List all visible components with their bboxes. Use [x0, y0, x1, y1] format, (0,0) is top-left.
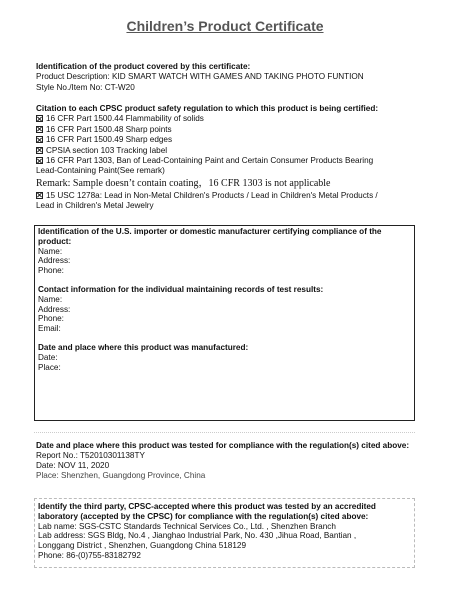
importer-heading: Identification of the U.S. importer or domestic manufacturer certifying compliance of the product:: [38, 227, 382, 246]
checked-box-icon: [36, 147, 43, 154]
lab-phone: Phone: 86-(0)755-83182792: [38, 550, 141, 560]
style-number-label: Style No./Item No:: [36, 82, 103, 92]
manufacture-place-label: Place:: [38, 362, 61, 372]
citation-item-continuation: Lead in Children's Metal Jewelry: [36, 201, 154, 211]
citation-item: [36, 191, 416, 201]
manufacture-date-label: Date:: [38, 352, 58, 362]
product-identification-heading: Identification of the product covered by this certificate:: [36, 62, 251, 71]
importer-name-label: Name:: [38, 246, 63, 256]
checked-box-icon: [36, 115, 43, 122]
checked-box-icon: [36, 157, 43, 164]
citation-item: [36, 135, 416, 145]
lab-address-line-2: Longgang District , Shenzhen, Guangdong China 518129: [38, 541, 247, 551]
contact-email-label: Email:: [38, 324, 61, 334]
checked-box-icon: [36, 192, 43, 199]
citation-item: [36, 146, 416, 156]
lab-address-line-1: Lab address: SGS Bldg, No.4 , Jianghao Industrial Park, No. 430 ,Jihua Road, Bantian ,: [38, 531, 357, 541]
manufacture-heading: Date and place where this product was manufactured:: [38, 342, 249, 352]
citation-item-text: 16 CFR Part 1500.44 Flammability of solids: [46, 114, 204, 124]
citation-item-text: 16 CFR Part 1303, Ban of Lead-Containing Paint and Certain Consumer Products Bearing: [46, 156, 374, 166]
contact-phone-label: Phone:: [38, 314, 64, 324]
laboratory-section: [34, 498, 415, 568]
page-title: Children’s Product Certificate: [126, 18, 324, 34]
citation-section: [36, 104, 416, 212]
citation-item-continuation: Lead-Containing Paint(See remark): [36, 166, 165, 176]
citation-item: [36, 156, 416, 166]
product-identification-section: [36, 62, 416, 93]
citation-item-text: CPSIA section 103 Tracking label: [46, 145, 168, 155]
citation-item-text: 16 CFR Part 1500.49 Sharp edges: [46, 135, 173, 145]
testing-heading: Date and place where this product was tested for compliance with the regulation(s) cited above:: [36, 441, 410, 450]
remark-note: Remark: Sample doesn’t contain coating，16 CFR 1303 is not applicable: [36, 177, 331, 189]
report-number: Report No.: T52010301138TY: [36, 451, 145, 460]
contact-name-label: Name:: [38, 294, 63, 304]
importer-address-label: Address:: [38, 256, 71, 266]
style-number-line: [36, 83, 416, 93]
divider: [34, 432, 415, 433]
checked-box-icon: [36, 136, 43, 143]
checked-box-icon: [36, 126, 43, 133]
contact-heading: Contact information for the individual maintaining records of test results:: [38, 284, 324, 294]
importer-contact-manufacture-box: [34, 225, 415, 421]
citation-item: [36, 114, 416, 124]
test-date: Date: NOV 11, 2020: [36, 461, 110, 470]
product-description-line: [36, 72, 416, 82]
citation-item-text: 16 CFR Part 1500.48 Sharp points: [46, 124, 172, 134]
product-description-label: Product Description:: [36, 72, 110, 82]
style-number-value: CT-W20: [104, 82, 135, 92]
importer-phone-label: Phone:: [38, 266, 64, 276]
test-place: Place: Shenzhen, Guangdong Province, China: [36, 471, 206, 480]
contact-address-label: Address:: [38, 304, 71, 314]
laboratory-heading: Identify the third party, CPSC-accepted where this product was tested by an accredited laboratory (accepted by the CPSC) for compliance with the regulation(s) cited above:: [38, 502, 376, 521]
citation-item: [36, 125, 416, 135]
testing-section: [36, 441, 416, 481]
citation-item-text: 15 USC 1278a: Lead in Non-Metal Children's Products / Lead in Children's Metal Products /: [46, 190, 378, 200]
product-description-value: KID SMART WATCH WITH GAMES AND TAKING PHOTO FUNTION: [112, 72, 364, 82]
citation-heading: Citation to each CPSC product safety regulation to which this product is being certified:: [36, 104, 379, 113]
lab-name: Lab name: SGS-CSTC Standards Technical Services Co., Ltd. , Shenzhen Branch: [38, 521, 336, 531]
